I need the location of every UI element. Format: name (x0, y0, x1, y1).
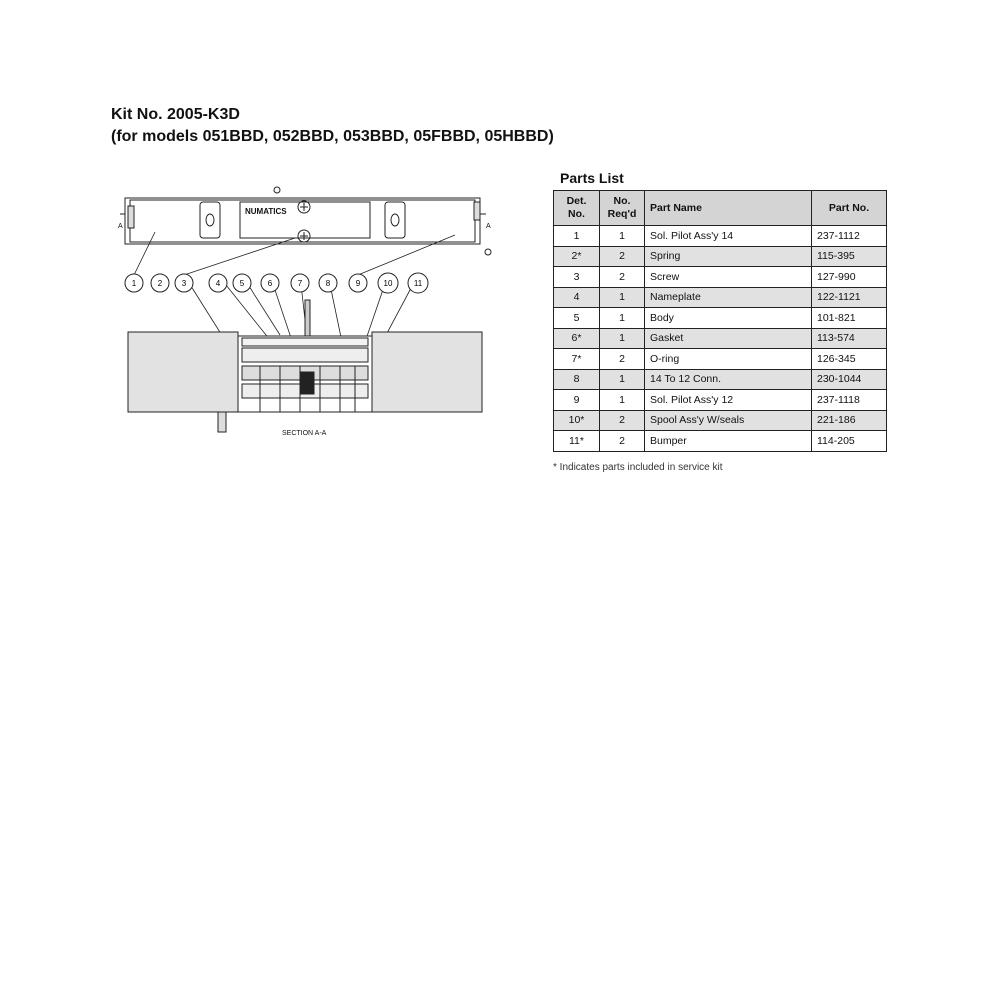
callout-7 (291, 274, 309, 292)
cell-part: 237-1118 (812, 390, 887, 411)
cell-det: 1 (554, 226, 600, 247)
section-label: SECTION A-A (282, 430, 327, 437)
cell-no: 2 (600, 349, 645, 370)
callout-10 (378, 273, 398, 293)
cell-part: 115-395 (812, 246, 887, 267)
col-header-part-name: Part Name (645, 191, 812, 226)
table-row (554, 308, 887, 329)
table-header-row (554, 191, 887, 226)
kit-number: Kit No. 2005-K3D (111, 106, 240, 123)
table-row (554, 369, 887, 390)
parts-list-table (553, 190, 887, 452)
cell-name: 14 To 12 Conn. (645, 369, 812, 390)
cell-part: 237-1112 (812, 226, 887, 247)
svg-text:4: 4 (215, 279, 221, 288)
callout-8 (319, 274, 337, 292)
cell-no: 1 (600, 369, 645, 390)
cell-part: 114-205 (812, 431, 887, 452)
table-row (554, 267, 887, 288)
table-row (554, 410, 887, 431)
svg-text:6: 6 (267, 279, 273, 288)
svg-text:8: 8 (325, 279, 331, 288)
callout-1 (125, 274, 143, 292)
cell-det: 2* (554, 246, 600, 267)
table-row (554, 390, 887, 411)
cell-name: Nameplate (645, 287, 812, 308)
cell-no: 2 (600, 410, 645, 431)
svg-text:10: 10 (383, 279, 393, 288)
valve-section-view (128, 300, 482, 432)
cell-part: 221-186 (812, 410, 887, 431)
cell-name: Sol. Pilot Ass'y 12 (645, 390, 812, 411)
cell-part: 127-990 (812, 267, 887, 288)
section-marker-left: A (118, 223, 123, 230)
svg-text:2: 2 (157, 279, 163, 288)
service-kit-footnote: * Indicates parts included in service kit (553, 462, 723, 473)
table-row (554, 431, 887, 452)
cell-det: 3 (554, 267, 600, 288)
callout-3 (175, 274, 193, 292)
col-header-part-no: Part No. (812, 191, 887, 226)
cell-det: 6* (554, 328, 600, 349)
table-row (554, 349, 887, 370)
cell-name: Screw (645, 267, 812, 288)
kit-title (111, 104, 554, 148)
cell-name: Bumper (645, 431, 812, 452)
cell-no: 1 (600, 226, 645, 247)
cell-part: 230-1044 (812, 369, 887, 390)
valve-top-view (120, 187, 491, 255)
cell-part: 113-574 (812, 328, 887, 349)
callout-9 (349, 274, 367, 292)
cell-det: 9 (554, 390, 600, 411)
svg-text:11: 11 (413, 279, 423, 288)
table-row (554, 328, 887, 349)
valve-exploded-drawing (110, 180, 510, 450)
cell-name: Spring (645, 246, 812, 267)
cell-det: 11* (554, 431, 600, 452)
callout-5 (233, 274, 251, 292)
cell-name: O-ring (645, 349, 812, 370)
svg-text:1: 1 (131, 279, 137, 288)
cell-part: 122-1121 (812, 287, 887, 308)
table-row (554, 287, 887, 308)
cell-no: 2 (600, 267, 645, 288)
cell-det: 4 (554, 287, 600, 308)
parts-list-heading: Parts List (560, 170, 624, 186)
callouts (125, 273, 428, 293)
kit-models: (for models 051BBD, 052BBD, 053BBD, 05FBBD, 05HBBD) (111, 128, 554, 145)
cell-no: 1 (600, 390, 645, 411)
cell-no: 2 (600, 431, 645, 452)
cell-name: Sol. Pilot Ass'y 14 (645, 226, 812, 247)
cell-no: 2 (600, 246, 645, 267)
cell-det: 8 (554, 369, 600, 390)
callout-6 (261, 274, 279, 292)
col-header-det-no: Det. No. (554, 191, 600, 226)
col-header-no-reqd: No. Req'd (600, 191, 645, 226)
callout-2 (151, 274, 169, 292)
section-marker-right: A (486, 223, 491, 230)
cell-no: 1 (600, 328, 645, 349)
nameplate-brand: NUMATICS (245, 207, 287, 216)
callout-11 (408, 273, 428, 293)
table-row (554, 226, 887, 247)
cell-part: 101-821 (812, 308, 887, 329)
callout-4 (209, 274, 227, 292)
svg-text:5: 5 (239, 279, 245, 288)
svg-text:7: 7 (297, 279, 303, 288)
cell-no: 1 (600, 287, 645, 308)
cell-no: 1 (600, 308, 645, 329)
cell-name: Body (645, 308, 812, 329)
svg-text:3: 3 (181, 279, 187, 288)
cell-det: 7* (554, 349, 600, 370)
cell-det: 10* (554, 410, 600, 431)
table-row (554, 246, 887, 267)
cell-part: 126-345 (812, 349, 887, 370)
svg-text:9: 9 (355, 279, 361, 288)
cell-det: 5 (554, 308, 600, 329)
cell-name: Spool Ass'y W/seals (645, 410, 812, 431)
cell-name: Gasket (645, 328, 812, 349)
